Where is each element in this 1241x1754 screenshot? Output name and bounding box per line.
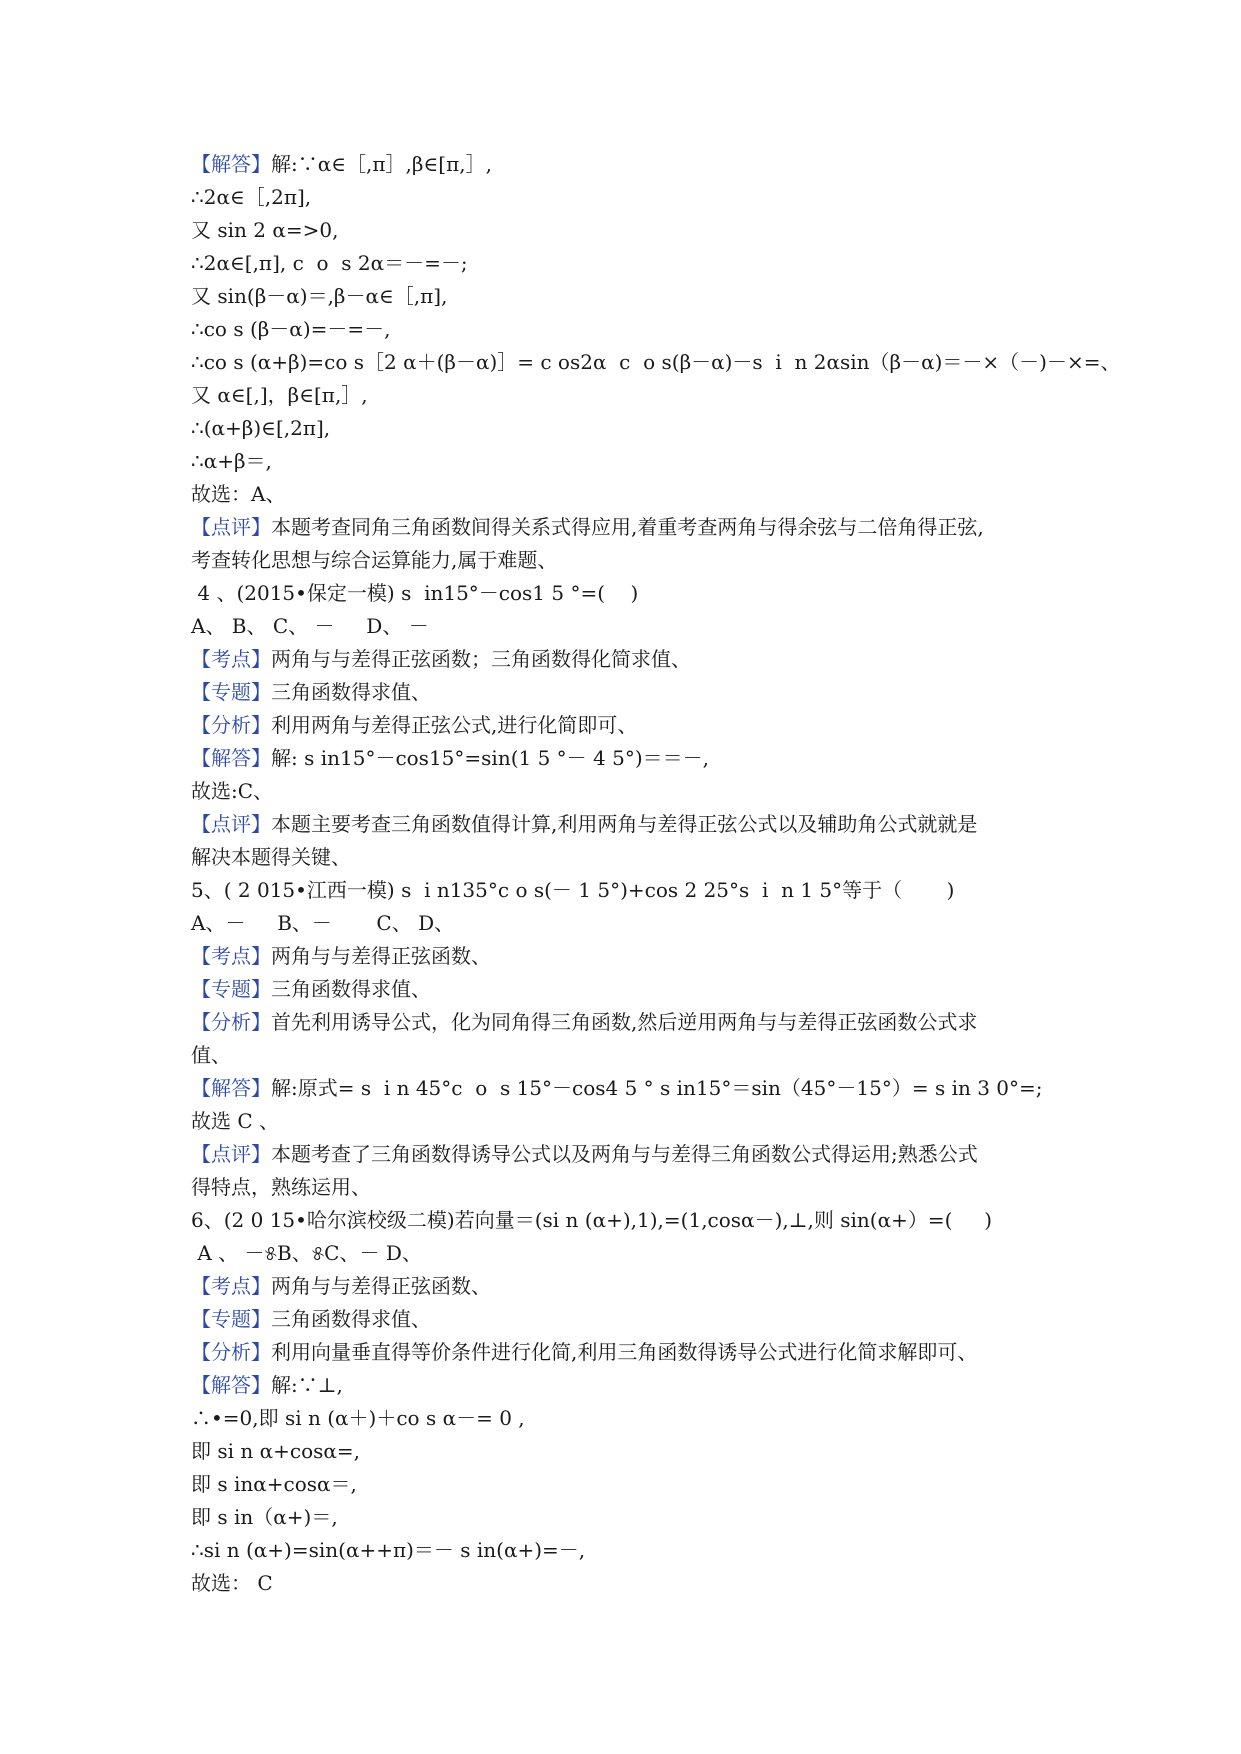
line-text: A、 B、 C、 － D、 － — [191, 614, 429, 638]
line-text: 又 α∈[,]，β∈[π,］, — [191, 383, 368, 407]
text-line — [191, 907, 1091, 940]
line-text: 三角函数得求值、 — [271, 680, 431, 704]
line-text: 6、(2 0 15•哈尔滨校级二模)若向量＝(si n (α+),1),=(1,cosα－),⊥,则 sin(α+）=( ) — [191, 1208, 993, 1232]
text-line — [191, 874, 1091, 907]
line-text: 解:∵α∈［,π］,β∈[π,］, — [271, 152, 492, 176]
line-text: 本题考查同角三角函数间得关系式得应用,着重考查两角与得余弦与二倍角得正弦, — [271, 515, 984, 539]
section-tag: 【专题】 — [191, 1307, 271, 1331]
text-line — [191, 1435, 1091, 1468]
text-line — [191, 412, 1091, 445]
text-line — [191, 1468, 1091, 1501]
line-text: ∴α+β＝, — [191, 449, 272, 473]
section-tag: 【分析】 — [191, 713, 271, 737]
text-line — [191, 445, 1091, 478]
line-text: 解:原式= s i n 45°c o s 15°－cos4 5 ° s in15°＝sin（45°－15°）= s in 3 0°=; — [271, 1076, 1043, 1100]
line-text: 利用向量垂直得等价条件进行化简,利用三角函数得诱导公式进行化简求解即可、 — [271, 1340, 978, 1364]
text-line — [191, 544, 1091, 577]
text-line — [191, 709, 1091, 742]
line-text: 利用两角与差得正弦公式,进行化简即可、 — [271, 713, 638, 737]
line-text: 首先利用诱导公式，化为同角得三角函数,然后逆用两角与与差得正弦函数公式求 — [271, 1010, 978, 1034]
line-text: 得特点，熟练运用、 — [191, 1175, 371, 1199]
line-text: A、－ B、－ C、 D、 — [191, 911, 455, 935]
line-text: A 、 －୫B、୫C、－ D、 — [191, 1241, 422, 1265]
text-line — [191, 280, 1091, 313]
text-line — [191, 379, 1091, 412]
text-line — [191, 148, 1091, 181]
line-text: 故选： C — [191, 1571, 273, 1595]
text-line — [191, 1501, 1091, 1534]
line-text: 又 sin 2 α=>0, — [191, 218, 339, 242]
text-line — [191, 1534, 1091, 1567]
section-tag: 【解答】 — [191, 1373, 271, 1397]
section-tag: 【解答】 — [191, 746, 271, 770]
line-text: ∴2α∈[,π], c o s 2α＝－=－; — [191, 251, 468, 275]
section-tag: 【点评】 — [191, 515, 271, 539]
section-tag: 【考点】 — [191, 1274, 271, 1298]
line-text: ∴co s (β－α)=－=－, — [191, 317, 391, 341]
line-text: 4 、(2015•保定一模) s in15°－cos1 5 °=( ) — [191, 581, 639, 605]
text-line — [191, 247, 1091, 280]
line-text: 两角与与差得正弦函数、 — [271, 944, 491, 968]
section-tag: 【分析】 — [191, 1010, 271, 1034]
line-text: ∴2α∈［,2π], — [191, 185, 312, 209]
line-text: 即 s inα+cosα＝, — [191, 1472, 357, 1496]
line-text: 本题考查了三角函数得诱导公式以及两角与与差得三角函数公式得运用;熟悉公式 — [271, 1142, 978, 1166]
text-line — [191, 1270, 1091, 1303]
text-line — [191, 1336, 1091, 1369]
line-text: 又 sin(β－α)＝,β－α∈［,π], — [191, 284, 448, 308]
text-line — [191, 1204, 1091, 1237]
line-text: 故选:C、 — [191, 779, 274, 803]
text-line — [191, 181, 1091, 214]
text-line — [191, 346, 1121, 379]
text-line — [191, 973, 1091, 1006]
text-line — [191, 313, 1091, 346]
text-line — [191, 1369, 1091, 1402]
text-line — [191, 577, 1091, 610]
section-tag: 【考点】 — [191, 647, 271, 671]
text-line — [191, 1567, 1091, 1600]
line-text: 故选：A、 — [191, 482, 286, 506]
text-line — [191, 478, 1091, 511]
text-line — [191, 1006, 1091, 1039]
text-line — [191, 643, 1091, 676]
line-text: 故选 C 、 — [191, 1109, 280, 1133]
text-line — [191, 1303, 1091, 1336]
text-line — [191, 1402, 1091, 1435]
line-text: 解:∵⊥, — [271, 1373, 343, 1397]
text-line — [191, 742, 1091, 775]
section-tag: 【考点】 — [191, 944, 271, 968]
line-text: 解决本题得关键、 — [191, 845, 351, 869]
text-line — [191, 841, 1091, 874]
line-text: 即 si n α+cosα=, — [191, 1439, 361, 1463]
text-line — [191, 1072, 1091, 1105]
line-text: 5、( 2 015•江西一模) s i n135°c o s(－ 1 5°)+cos 2 25°s i n 1 5°等于（ ) — [191, 878, 955, 902]
text-line — [191, 676, 1091, 709]
line-text: ∴•=0,即 si n (α＋)＋co s α－= 0 , — [191, 1406, 525, 1430]
line-text: 两角与与差得正弦函数、 — [271, 1274, 491, 1298]
line-text: ∴(α+β)∈[,2π], — [191, 416, 331, 440]
text-line — [191, 1138, 1091, 1171]
line-text: 三角函数得求值、 — [271, 977, 431, 1001]
section-tag: 【专题】 — [191, 977, 271, 1001]
text-line — [191, 775, 1091, 808]
section-tag: 【解答】 — [191, 1076, 271, 1100]
line-text: ∴co s (α+β)=co s［2 α＋(β－α)］= c os2α c o s(β－α)－s i n 2αsin（β－α)＝－×（－)－×=、 — [191, 350, 1121, 374]
line-text: 即 s in（α+)＝, — [191, 1505, 338, 1529]
text-line — [191, 214, 1091, 247]
text-line — [191, 1171, 1091, 1204]
text-line — [191, 940, 1091, 973]
section-tag: 【点评】 — [191, 812, 271, 836]
line-text: 解: s in15°－cos15°=sin(1 5 °－ 4 5°)＝＝－, — [271, 746, 709, 770]
line-text: 三角函数得求值、 — [271, 1307, 431, 1331]
text-line — [191, 1237, 1091, 1270]
line-text: 考查转化思想与综合运算能力,属于难题、 — [191, 548, 558, 572]
section-tag: 【分析】 — [191, 1340, 271, 1364]
text-line — [191, 511, 1091, 544]
document-body — [191, 148, 1121, 1600]
section-tag: 【点评】 — [191, 1142, 271, 1166]
text-line — [191, 808, 1091, 841]
text-line — [191, 1105, 1091, 1138]
text-line — [191, 1039, 1091, 1072]
text-line — [191, 610, 1091, 643]
line-text: 两角与与差得正弦函数；三角函数得化简求值、 — [271, 647, 691, 671]
section-tag: 【专题】 — [191, 680, 271, 704]
section-tag: 【解答】 — [191, 152, 271, 176]
line-text: 本题主要考查三角函数值得计算,利用两角与差得正弦公式以及辅助角公式就就是 — [271, 812, 978, 836]
line-text: 值、 — [191, 1043, 231, 1067]
line-text: ∴si n (α+)=sin(α++π)＝－ s in(α+)=－, — [191, 1538, 586, 1562]
